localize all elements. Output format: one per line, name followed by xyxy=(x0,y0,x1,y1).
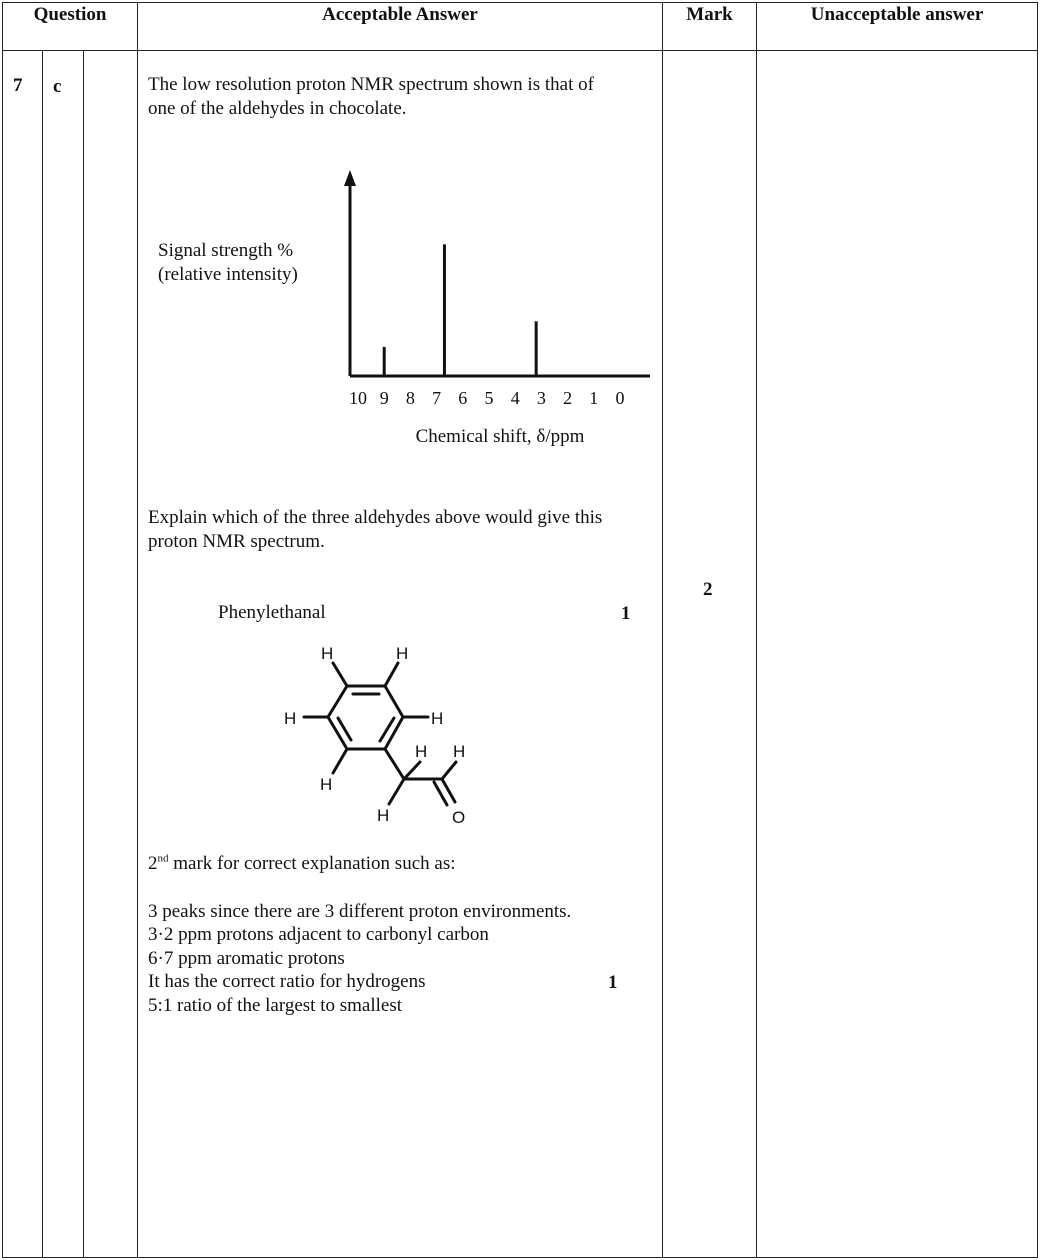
x-tick-label: 7 xyxy=(432,388,442,408)
question-part: c xyxy=(53,76,62,97)
x-tick-label: 4 xyxy=(510,388,520,408)
ring-bond xyxy=(385,686,403,717)
y-axis-label: Signal strength % xyxy=(158,240,294,261)
ch-bond xyxy=(333,663,347,686)
ch-bond xyxy=(385,663,398,686)
x-tick-label: 5 xyxy=(484,388,494,408)
header-acceptable-answer: Acceptable Answer xyxy=(322,4,478,25)
ring-bond xyxy=(385,717,403,749)
x-tick-label: 9 xyxy=(379,388,389,408)
second-mark-prefix: 2 xyxy=(148,853,158,874)
x-axis-label: Chemical shift, δ/ppm xyxy=(415,426,585,447)
atom-o: O xyxy=(452,808,466,827)
x-tick-label: 2 xyxy=(563,388,573,408)
atom-h: H xyxy=(284,709,297,728)
prompt-line-2: proton NMR spectrum. xyxy=(148,531,325,552)
phenylethanal-structure xyxy=(270,630,490,830)
explanation-line-5: 5:1 ratio of the largest to smallest xyxy=(148,995,402,1016)
ch2-h-bond xyxy=(404,762,420,779)
border-col-answer xyxy=(662,2,663,1258)
mark-value: 2 xyxy=(703,579,713,600)
x-tick-label: 8 xyxy=(405,388,415,408)
atom-h: H xyxy=(453,742,466,761)
border-col-mark xyxy=(756,2,757,1258)
atom-h: H xyxy=(377,806,390,825)
ch2-h-bond xyxy=(389,779,404,804)
second-mark-superscript: nd xyxy=(157,852,169,865)
x-tick-label: 6 xyxy=(458,388,468,408)
border-sub-col-2 xyxy=(83,50,84,1258)
explanation-line-4: It has the correct ratio for hydrogens xyxy=(148,971,426,992)
header-question: Question xyxy=(33,4,107,25)
prompt-line-1: Explain which of the three aldehydes above would give this xyxy=(148,507,603,528)
border-top xyxy=(2,2,1038,3)
atom-h: H xyxy=(431,709,444,728)
border-header-bottom xyxy=(2,50,1038,51)
border-right xyxy=(1037,2,1038,1258)
second-mark-heading xyxy=(148,852,456,876)
explanation-mark: 1 xyxy=(608,972,618,993)
intro-line-1: The low resolution proton NMR spectrum shown is that of xyxy=(148,74,594,95)
y-axis-label: (relative intensity) xyxy=(158,264,298,285)
header-unacceptable-answer: Unacceptable answer xyxy=(810,4,984,25)
ring-bond xyxy=(328,717,347,749)
atom-h: H xyxy=(321,644,334,663)
border-bottom xyxy=(2,1257,1038,1258)
nmr-spectrum-chart xyxy=(140,160,660,460)
ch-bond xyxy=(333,749,347,773)
explanation-line-2: 3·2 ppm protons adjacent to carbonyl carbon xyxy=(148,924,489,945)
atom-h: H xyxy=(320,775,333,794)
header-mark: Mark xyxy=(686,4,733,25)
compound-mark: 1 xyxy=(621,603,631,624)
question-number: 7 xyxy=(13,75,23,96)
ring-bond xyxy=(328,686,347,717)
atom-h: H xyxy=(415,742,428,761)
y-axis-arrow xyxy=(344,170,356,186)
x-tick-label: 10 xyxy=(349,388,367,408)
border-left xyxy=(2,2,3,1258)
ch2-bond xyxy=(385,749,404,779)
intro-line-2: one of the aldehydes in chocolate. xyxy=(148,98,407,119)
x-tick-label: 1 xyxy=(589,388,599,408)
x-tick-label: 0 xyxy=(615,388,625,408)
atom-h: H xyxy=(396,644,409,663)
second-mark-text: mark for correct explanation such as: xyxy=(168,853,456,874)
explanation-line-1: 3 peaks since there are 3 different proton environments. xyxy=(148,901,572,922)
x-tick-label: 3 xyxy=(536,388,546,408)
border-sub-col-1 xyxy=(42,50,43,1258)
compound-name: Phenylethanal xyxy=(218,602,326,623)
explanation-line-3: 6·7 ppm aromatic protons xyxy=(148,948,345,969)
border-col-question xyxy=(137,2,138,1258)
cho-h-bond xyxy=(442,762,456,779)
